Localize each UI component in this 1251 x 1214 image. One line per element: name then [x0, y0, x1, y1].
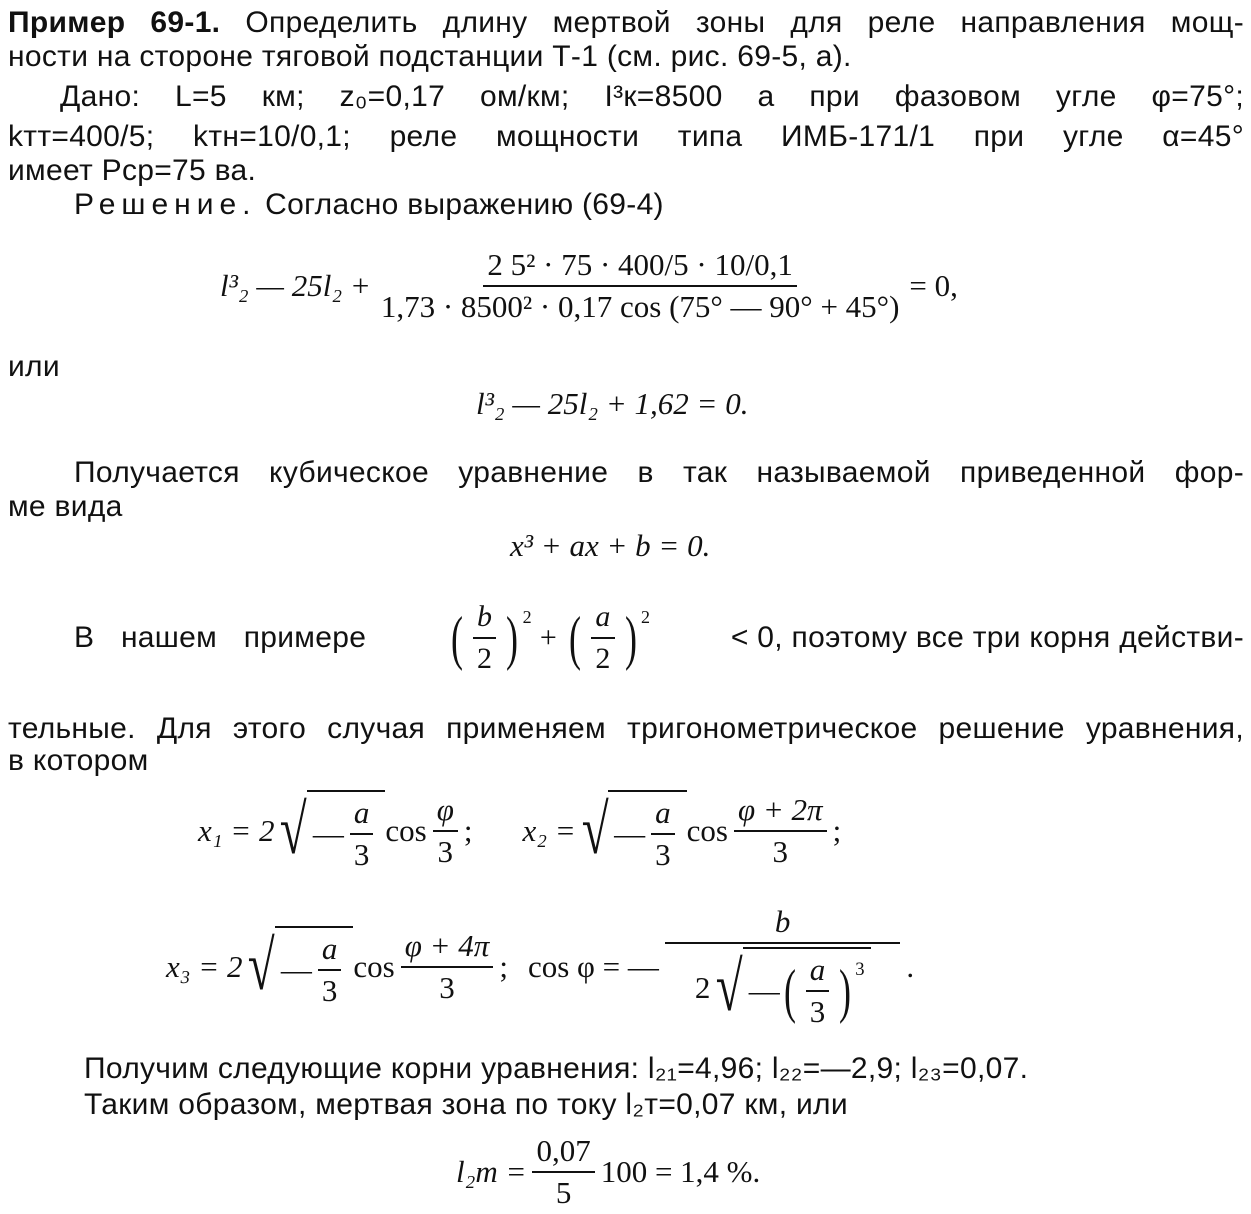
- para3-line-1: тельные. Для этого случая применяем тригонометрическое решение уравнения,: [8, 712, 1244, 745]
- frac-den-3: 3: [772, 834, 789, 869]
- frac-a-num: a: [591, 600, 614, 639]
- final-num: 0,07: [532, 1134, 594, 1173]
- eq1-rhs: = 0,: [909, 268, 958, 303]
- sqrt-x3: √ — $\frac{a}{3}$: [242, 926, 353, 1008]
- plus-sign: +: [539, 621, 558, 654]
- cos-x1: cos: [385, 813, 427, 848]
- paren-close-2: ): [624, 605, 637, 671]
- frac-den-3: 3: [439, 970, 455, 1005]
- problem-heading: Пример 69-1.: [8, 6, 221, 39]
- problem-line-1: [8, 6, 1244, 40]
- cosphi-num-b: b: [665, 905, 901, 944]
- frac-den-3: 3: [437, 834, 454, 869]
- result-line-1: Получим следующие корни уравнения: l₂₁=4,96; l₂₂=—2,9; l₂₃=0,07.: [84, 1052, 1029, 1085]
- given-line-1: Дано: L=5 км; z₀=0,17 ом/км; I³к=8500 а при фазовом угле φ=75°;: [60, 80, 1244, 113]
- final-lhs: l₂т =: [456, 1154, 527, 1189]
- frac-num-phi-2pi: φ + 2π: [734, 793, 827, 832]
- eq1-lhs: l³₂ — 25l₂ +: [220, 268, 371, 303]
- cosphi-lhs: cos φ = —: [527, 949, 659, 984]
- para1-line-2: ме вида: [8, 490, 123, 523]
- square-2: 2: [641, 607, 651, 627]
- semicolon: ;: [499, 949, 508, 984]
- problem-line-1-text: Определить длину мертвой зоны для реле направления мощ-: [245, 6, 1244, 39]
- frac-den-3: 3: [321, 973, 338, 1008]
- result-line-2: Таким образом, мертвая зона по току l₂т=0,07 км, или: [84, 1088, 848, 1121]
- para2-start: В нашем примере: [74, 621, 367, 654]
- equation-final: [456, 1134, 760, 1210]
- eq1-fraction: [377, 248, 904, 324]
- x2-lhs: x₂ =: [522, 813, 576, 848]
- minus-x1: —: [312, 816, 344, 851]
- frac-num-phi: φ: [433, 793, 458, 832]
- eq1-numerator: 2 5² · 75 · 400/5 · 10/0,1: [483, 248, 797, 287]
- or-word: или: [8, 350, 60, 383]
- frac-a-den: 2: [595, 642, 611, 675]
- semicolon: ;: [463, 813, 473, 848]
- frac-den-3: 3: [655, 837, 671, 872]
- solution-line: [74, 188, 664, 222]
- frac-num-a: a: [318, 932, 342, 971]
- para2-line: [74, 600, 1244, 676]
- given-line-2: kтт=400/5; kтн=10/0,1; реле мощности типа ИМБ-171/1 при угле α=45°: [8, 120, 1244, 153]
- problem-line-2: ности на стороне тяговой подстанции Т-1 (см. рис. 69-5, а).: [8, 40, 852, 73]
- frac-b-2: [473, 600, 496, 676]
- frac-num-a: a: [350, 796, 374, 835]
- frac-num-phi-4pi: φ + 4π: [401, 929, 494, 968]
- solution-label: Решение.: [74, 188, 257, 221]
- frac-b-den: 2: [476, 642, 493, 675]
- given-line-3: имеет Pср=75 ва.: [8, 154, 257, 187]
- frac-num-a: a: [806, 953, 830, 992]
- roots-row-2: [166, 905, 914, 1029]
- semicolon: ;: [832, 813, 842, 848]
- cosphi-fraction: [665, 905, 901, 1029]
- para1-line-1: Получается кубическое уравнение в так называемой приведенной фор-: [74, 456, 1244, 489]
- eq1-denominator: 1,73 · 8500² · 0,17 cos (75° — 90° + 45°): [380, 289, 900, 324]
- x1-lhs: x₁ = 2: [198, 813, 275, 848]
- para2-formula: [447, 600, 651, 676]
- minus-x2: —: [614, 816, 646, 851]
- sqrt-x1: √ — $\frac{a}{3}$: [274, 790, 385, 872]
- paren-open-2: (: [569, 605, 582, 671]
- equation-1: [220, 248, 958, 324]
- final-rhs: 100 = 1,4 %.: [600, 1154, 761, 1189]
- frac-num-a: a: [651, 796, 675, 835]
- para3-line-2: в котором: [8, 744, 149, 777]
- cos-x2: cos: [686, 813, 728, 848]
- paren-close-1: ): [506, 605, 519, 671]
- final-dot: .: [906, 949, 915, 984]
- frac-den-3: 3: [809, 994, 826, 1029]
- roots-row-1: [198, 790, 841, 872]
- paren-open-1: (: [450, 605, 463, 671]
- frac-den-3: 3: [353, 837, 370, 872]
- final-den: 5: [555, 1175, 572, 1210]
- cos-x3: cos: [353, 949, 395, 984]
- para2-end: < 0, поэтому все три корня действи-: [730, 621, 1244, 654]
- minus-cosphi: —: [748, 973, 780, 1008]
- x3-lhs: x₃ = 2: [166, 949, 243, 984]
- final-fraction: [532, 1134, 594, 1210]
- cosphi-denominator: 2 √ — ( $\frac{a}{3}$ ) $^3$: [691, 944, 875, 1029]
- solution-text: Согласно выражению (69-4): [265, 188, 664, 221]
- sqrt-x2: √ — $\frac{a}{3}$: [576, 790, 687, 872]
- cube-exp: 3: [855, 959, 865, 980]
- square-1: 2: [522, 607, 532, 627]
- frac-a-2: [591, 600, 614, 676]
- frac-b-num: b: [473, 600, 496, 639]
- minus-x3: —: [280, 952, 312, 987]
- equation-3: x³ + ax + b = 0.: [510, 528, 711, 563]
- equation-2: l³₂ — 25l₂ + 1,62 = 0.: [476, 386, 749, 421]
- cosphi-den-2: 2: [694, 970, 711, 1005]
